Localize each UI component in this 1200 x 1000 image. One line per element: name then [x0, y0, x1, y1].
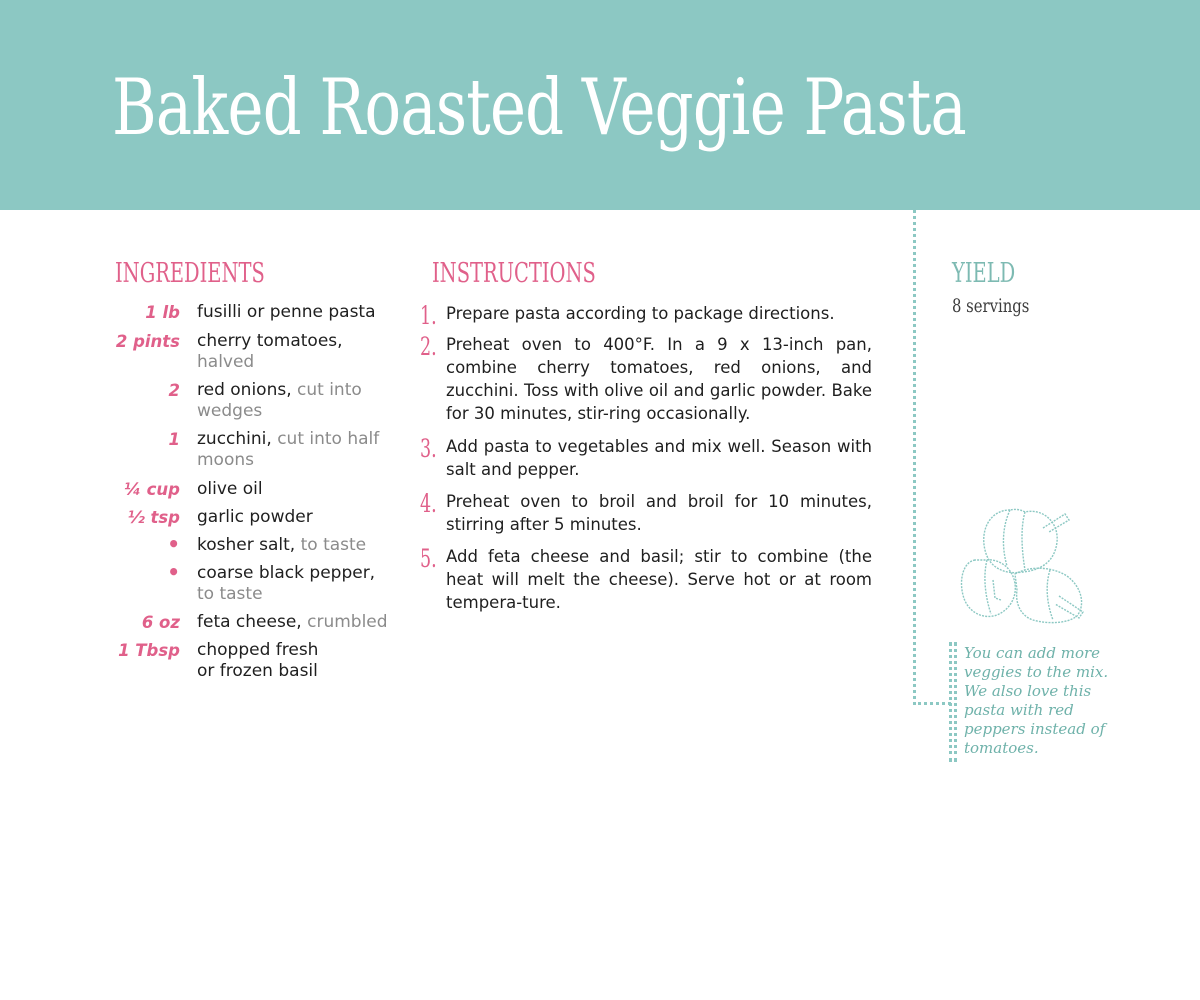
ingredient-name: chopped fresh or frozen basil: [197, 640, 319, 681]
step-number: 5.: [420, 544, 437, 573]
step-text: Preheat oven to broil and broil for 10 minutes, stirring after 5 minutes.: [446, 492, 872, 534]
ingredient-text: [197, 563, 397, 605]
ingredient-note: to taste: [300, 535, 367, 555]
bullet-icon: •: [167, 532, 180, 556]
ingredient-text: [197, 429, 397, 471]
step-text: Prepare pasta according to package directions.: [446, 304, 835, 323]
ingredient-note: crumbled: [307, 612, 388, 632]
ingredient-name: kosher salt,: [197, 535, 296, 555]
ingredient-note: cut into half moons: [197, 429, 380, 470]
step-text: Add pasta to vegetables and mix well. Season with salt and pepper.: [446, 437, 872, 479]
step-text: Preheat oven to 400°F. In a 9 x 13-inch pan, combine cherry tomatoes, red onions, and zucchini. Toss with olive oil and garlic powder. Bake for 30 minutes, stir-ring occasionally.: [446, 335, 872, 423]
yield-value: 8 servings: [952, 295, 1030, 317]
ingredient-name: garlic powder: [197, 507, 313, 527]
ingredients-heading: INGREDIENTS: [115, 258, 265, 289]
ingredient-text: [197, 479, 397, 500]
recipe-title: Baked Roasted Veggie Pasta: [112, 63, 967, 153]
ingredient-name: fusilli or penne pasta: [197, 302, 376, 322]
ingredient-qty: 1: [168, 430, 180, 449]
ingredient-qty: 1 Tbsp: [118, 641, 180, 660]
yield-heading: YIELD: [952, 258, 1016, 289]
ingredient-text: [197, 380, 397, 422]
step-number: 4.: [420, 489, 437, 518]
ingredient-qty: ¼ cup: [123, 480, 180, 499]
ingredient-text: [197, 612, 397, 633]
instructions-heading: INSTRUCTIONS: [432, 258, 596, 289]
header-banner: [0, 0, 1200, 210]
step-number: 2.: [420, 332, 437, 361]
step-text: Add feta cheese and basil; stir to combine (the heat will melt the cheese). Serve hot or at room tempera-ture.: [446, 547, 872, 612]
ingredient-name: zucchini,: [197, 429, 272, 449]
step-number: 1.: [420, 301, 437, 330]
ingredient-text: [197, 535, 397, 556]
tip-note: You can add more veggies to the mix. We also love this pasta with red peppers instead of tomatoes.: [964, 644, 1109, 757]
ingredient-name: olive oil: [197, 479, 263, 499]
ingredient-note: cut into wedges: [197, 380, 362, 421]
ingredient-name: coarse black pepper,: [197, 563, 376, 583]
ingredient-text: [197, 302, 397, 323]
tip-dotted-bar: [949, 642, 957, 762]
ingredient-note: to taste: [197, 584, 263, 604]
ingredient-text: [197, 640, 337, 682]
ingredient-qty: ½ tsp: [127, 508, 180, 527]
ingredient-name: red onions,: [197, 380, 292, 400]
ingredient-note: halved: [197, 352, 255, 372]
ingredient-name: feta cheese,: [197, 612, 302, 632]
sidebar-dotted-divider: [913, 210, 916, 705]
ingredient-qty: 1 lb: [145, 303, 180, 322]
dotted-connector: [913, 702, 951, 705]
ingredient-qty: 6 oz: [141, 613, 180, 632]
bell-peppers-illustration: [955, 500, 1115, 630]
ingredient-qty: 2: [168, 381, 180, 400]
ingredient-qty: 2 pints: [115, 332, 180, 351]
ingredient-text: [197, 331, 397, 373]
bullet-icon: •: [167, 560, 180, 584]
step-number: 3.: [420, 434, 437, 463]
ingredient-text: [197, 507, 397, 528]
ingredient-name: cherry tomatoes,: [197, 331, 343, 351]
